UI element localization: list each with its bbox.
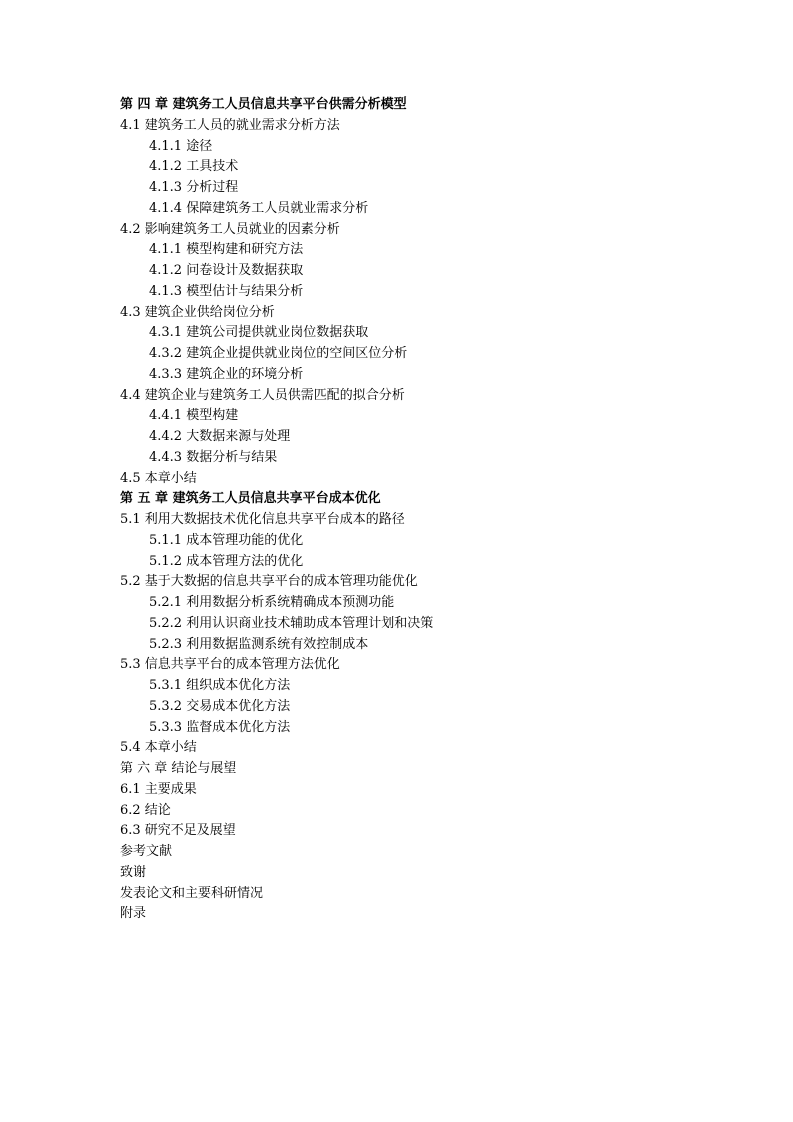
toc-subsection-5-2-1[interactable]: 5.2.1 利用数据分析系统精确成本预测功能 — [149, 595, 395, 610]
toc-publications[interactable]: 发表论文和主要科研情况 — [120, 885, 264, 901]
toc-subsection-4-2-1[interactable]: 4.1.1 模型构建和研究方法 — [149, 242, 304, 258]
toc-section-4-3[interactable]: 4.3 建筑企业供给岗位分析 — [120, 304, 275, 320]
toc-acknowledgements[interactable]: 致谢 — [120, 864, 147, 880]
toc-section-6-1[interactable]: 6.1 主要成果 — [120, 781, 197, 797]
toc-subsection-4-1-1[interactable]: 4.1.1 途径 — [149, 138, 213, 154]
toc-appendix[interactable]: 附录 — [120, 906, 147, 922]
toc-subsection-4-3-3[interactable]: 4.3.3 建筑企业的环境分析 — [149, 366, 304, 382]
toc-subsection-4-2-3[interactable]: 4.1.3 模型估计与结果分析 — [149, 283, 304, 299]
toc-subsection-4-1-4[interactable]: 4.1.4 保障建筑务工人员就业需求分析 — [149, 200, 369, 216]
toc-section-6-2[interactable]: 6.2 结论 — [120, 802, 171, 818]
toc-section-5-1[interactable]: 5.1 利用大数据技术优化信息共享平台成本的路径 — [120, 512, 405, 527]
toc-subsection-5-1-1[interactable]: 5.1.1 成本管理功能的优化 — [149, 532, 304, 548]
toc-section-6-3[interactable]: 6.3 研究不足及展望 — [120, 823, 236, 839]
toc-subsection-5-3-2[interactable]: 5.3.2 交易成本优化方法 — [149, 698, 291, 714]
toc-section-5-4[interactable]: 5.4 本章小结 — [120, 740, 197, 756]
toc-chapter-4[interactable]: 第 四 章 建筑务工人员信息共享平台供需分析模型 — [120, 97, 407, 112]
toc-subsection-4-4-3[interactable]: 4.4.3 数据分析与结果 — [149, 449, 278, 465]
toc-section-4-5[interactable]: 4.5 本章小结 — [120, 470, 197, 486]
toc-subsection-4-4-1[interactable]: 4.4.1 模型构建 — [149, 408, 239, 424]
toc-subsection-5-2-3[interactable]: 5.2.3 利用数据监测系统有效控制成本 — [149, 636, 369, 652]
toc-section-4-1[interactable]: 4.1 建筑务工人员的就业需求分析方法 — [120, 117, 340, 133]
toc-subsection-5-1-2[interactable]: 5.1.2 成本管理方法的优化 — [149, 553, 304, 569]
toc-subsection-5-3-3[interactable]: 5.3.3 监督成本优化方法 — [149, 719, 291, 735]
table-of-contents — [120, 95, 760, 925]
toc-section-5-2[interactable]: 5.2 基于大数据的信息共享平台的成本管理功能优化 — [120, 574, 418, 590]
toc-chapter-6[interactable]: 第 六 章 结论与展望 — [120, 761, 237, 776]
toc-chapter-5[interactable]: 第 五 章 建筑务工人员信息共享平台成本优化 — [120, 491, 381, 507]
toc-subsection-4-3-2[interactable]: 4.3.2 建筑企业提供就业岗位的空间区位分析 — [149, 346, 408, 361]
toc-section-4-2[interactable]: 4.2 影响建筑务工人员就业的因素分析 — [120, 221, 340, 237]
toc-subsection-4-2-2[interactable]: 4.1.2 问卷设计及数据获取 — [149, 263, 304, 278]
toc-subsection-4-3-1[interactable]: 4.3.1 建筑公司提供就业岗位数据获取 — [149, 325, 369, 341]
toc-subsection-4-1-2[interactable]: 4.1.2 工具技术 — [149, 159, 239, 175]
toc-subsection-4-4-2[interactable]: 4.4.2 大数据来源与处理 — [149, 429, 291, 444]
toc-section-5-3[interactable]: 5.3 信息共享平台的成本管理方法优化 — [120, 657, 340, 673]
toc-subsection-5-2-2[interactable]: 5.2.2 利用认识商业技术辅助成本管理计划和决策 — [149, 615, 434, 631]
toc-subsection-5-3-1[interactable]: 5.3.1 组织成本优化方法 — [149, 678, 291, 693]
toc-section-4-4[interactable]: 4.4 建筑企业与建筑务工人员供需匹配的拟合分析 — [120, 387, 405, 403]
toc-references[interactable]: 参考文献 — [120, 844, 173, 859]
toc-subsection-4-1-3[interactable]: 4.1.3 分析过程 — [149, 180, 239, 195]
